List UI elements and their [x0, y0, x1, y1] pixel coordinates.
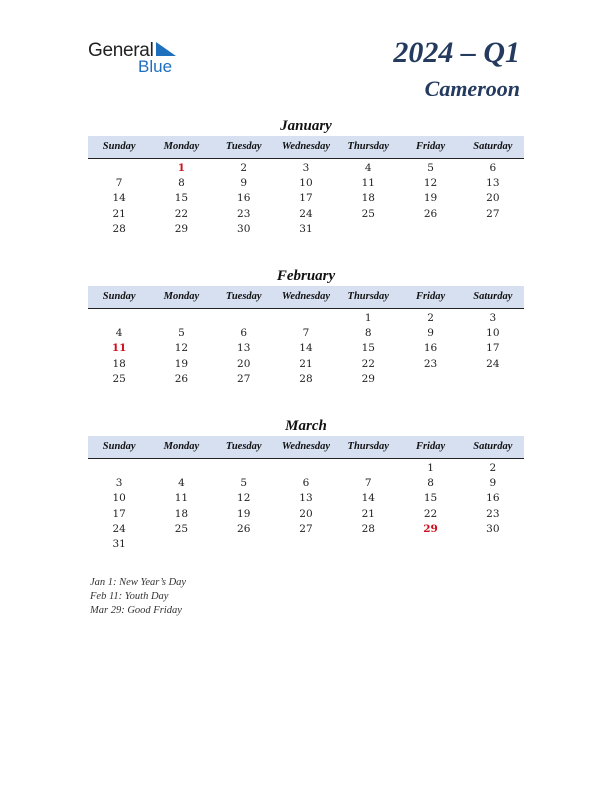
day-cell: 15 [423, 492, 438, 505]
weekday-label: Saturday [473, 441, 513, 452]
day-cell: 3 [302, 162, 310, 174]
weekday-label: Sunday [102, 141, 136, 152]
day-cell: 19 [237, 507, 251, 520]
day-cell: 4 [364, 162, 372, 174]
day-cell [213, 537, 275, 552]
weekday-label: Friday [415, 141, 446, 152]
day-cell [150, 461, 212, 476]
week-row [88, 326, 524, 341]
day-cell: 8 [427, 477, 434, 490]
day-cell: 23 [237, 207, 251, 220]
holiday-day-cell: 1 [177, 162, 186, 174]
country-name: Cameroon [424, 76, 520, 101]
day-cell: 9 [489, 477, 497, 490]
weekday-label: Wednesday [281, 141, 331, 152]
day-cell [275, 461, 337, 476]
day-cell [399, 537, 461, 552]
day-cell: 16 [237, 192, 251, 205]
day-cell: 14 [299, 342, 313, 355]
day-cell: 13 [299, 492, 313, 505]
day-cell: 5 [240, 477, 248, 490]
day-cell: 5 [427, 162, 434, 174]
day-cell: 22 [174, 207, 189, 220]
weekday-header [88, 286, 524, 309]
day-cell: 30 [237, 222, 251, 235]
week-row [88, 176, 524, 191]
weekday-label: Tuesday [225, 141, 262, 152]
week-row [88, 357, 524, 372]
week-row [88, 461, 524, 476]
day-cell: 26 [423, 207, 438, 220]
day-cell: 11 [361, 177, 375, 190]
day-cell: 20 [237, 357, 251, 370]
day-cell: 17 [112, 507, 126, 520]
day-cell: 22 [423, 507, 438, 520]
day-cell: 21 [299, 357, 313, 370]
day-cell: 9 [427, 327, 434, 340]
month-days [88, 159, 524, 237]
holiday-note: Jan 1: New Year’s Day [90, 577, 187, 588]
day-cell: 27 [486, 207, 500, 220]
weekday-label: Saturday [473, 291, 513, 302]
day-cell: 1 [427, 462, 434, 474]
day-cell: 23 [486, 507, 500, 520]
month-title: March [285, 418, 327, 434]
day-cell: 12 [174, 342, 189, 355]
day-cell: 25 [174, 522, 189, 535]
day-cell: 2 [240, 162, 248, 174]
week-row [88, 341, 524, 356]
day-cell: 29 [174, 222, 189, 235]
day-cell: 9 [240, 177, 248, 190]
day-cell: 15 [361, 342, 375, 355]
day-cell: 10 [486, 327, 500, 340]
day-cell: 18 [361, 192, 375, 205]
day-cell: 19 [174, 357, 189, 370]
week-row [88, 537, 524, 552]
weekday-label: Sunday [102, 291, 136, 302]
day-cell: 28 [361, 522, 375, 535]
week-row [88, 207, 524, 222]
day-cell: 8 [178, 177, 185, 190]
week-row [88, 222, 524, 237]
weekday-label: Saturday [473, 141, 513, 152]
day-cell [88, 461, 150, 476]
month-title: January [280, 118, 332, 134]
day-cell: 24 [486, 357, 500, 370]
day-cell: 27 [299, 522, 313, 535]
day-cell: 28 [112, 222, 126, 235]
page-title: 2024 – Q1 [393, 36, 520, 69]
day-cell: 24 [299, 207, 313, 220]
day-cell: 26 [174, 372, 189, 385]
day-cell [462, 372, 524, 387]
day-cell: 14 [112, 192, 126, 205]
day-cell: 27 [237, 372, 251, 385]
weekday-label: Sunday [102, 441, 136, 452]
holiday-notes [90, 576, 186, 618]
day-cell: 17 [486, 342, 500, 355]
day-cell: 15 [174, 192, 189, 205]
day-cell: 6 [489, 162, 497, 174]
day-cell: 22 [361, 357, 375, 370]
day-cell: 31 [112, 537, 126, 550]
day-cell: 12 [237, 492, 251, 505]
weekday-label: Monday [163, 141, 200, 152]
day-cell: 21 [361, 507, 375, 520]
week-row [88, 491, 524, 506]
weekday-label: Thursday [347, 291, 389, 302]
weekday-header [88, 136, 524, 159]
month-days [88, 459, 524, 552]
day-cell [399, 222, 461, 237]
day-cell: 29 [361, 372, 375, 385]
weekday-label: Tuesday [225, 291, 262, 302]
day-cell: 20 [486, 192, 500, 205]
day-cell: 23 [423, 357, 438, 370]
day-cell: 16 [423, 342, 438, 355]
day-cell: 25 [361, 207, 375, 220]
week-row [88, 161, 524, 176]
week-row [88, 372, 524, 387]
weekday-label: Friday [415, 441, 446, 452]
day-cell [275, 537, 337, 552]
day-cell [337, 222, 399, 237]
weekday-label: Wednesday [281, 291, 331, 302]
week-row [88, 191, 524, 206]
day-cell: 13 [486, 177, 500, 190]
day-cell: 31 [299, 222, 313, 235]
weekday-label: Thursday [347, 141, 389, 152]
day-cell: 19 [423, 192, 438, 205]
day-cell: 12 [423, 177, 438, 190]
logo-text-blue: Blue [138, 57, 173, 76]
day-cell: 10 [112, 492, 126, 505]
holiday-day-cell: 11 [111, 342, 127, 355]
weekday-label: Wednesday [281, 441, 331, 452]
day-cell: 2 [427, 312, 434, 324]
day-cell: 21 [112, 207, 126, 220]
day-cell: 13 [237, 342, 251, 355]
day-cell: 10 [299, 177, 313, 190]
day-cell: 14 [361, 492, 375, 505]
day-cell: 30 [486, 522, 500, 535]
weekday-header [88, 436, 524, 459]
logo-text-general: General [88, 40, 154, 61]
day-cell: 28 [299, 372, 313, 385]
day-cell: 4 [115, 327, 123, 340]
day-cell: 3 [489, 312, 497, 324]
day-cell: 18 [112, 357, 126, 370]
day-cell [462, 537, 524, 552]
day-cell [275, 311, 337, 326]
weekday-label: Friday [415, 291, 446, 302]
day-cell [213, 311, 275, 326]
weekday-label: Thursday [347, 441, 389, 452]
month-february [88, 266, 524, 387]
day-cell: 7 [115, 177, 123, 190]
weekday-label: Tuesday [225, 441, 262, 452]
day-cell: 18 [174, 507, 189, 520]
day-cell [88, 161, 150, 176]
week-row [88, 476, 524, 491]
holiday-day-cell: 29 [423, 522, 438, 535]
day-cell [150, 537, 212, 552]
day-cell: 20 [299, 507, 313, 520]
day-cell: 5 [178, 327, 185, 340]
day-cell [213, 461, 275, 476]
day-cell [337, 461, 399, 476]
weekday-label: Monday [163, 441, 200, 452]
month-days [88, 309, 524, 387]
day-cell: 8 [364, 327, 372, 340]
day-cell: 7 [364, 477, 372, 490]
holiday-note: Mar 29: Good Friday [90, 605, 182, 616]
day-cell: 4 [178, 477, 185, 490]
day-cell: 25 [112, 372, 126, 385]
day-cell: 7 [302, 327, 310, 340]
logo [88, 40, 188, 76]
month-title: February [276, 268, 336, 284]
week-row [88, 507, 524, 522]
logo-flag-icon [156, 42, 176, 58]
day-cell: 6 [302, 477, 310, 490]
day-cell: 6 [240, 327, 248, 340]
month-january [88, 116, 524, 237]
day-cell: 2 [489, 462, 497, 474]
day-cell [150, 311, 212, 326]
month-march [88, 416, 524, 552]
day-cell: 24 [112, 522, 126, 535]
day-cell: 1 [364, 312, 372, 324]
day-cell: 11 [174, 492, 189, 505]
weekday-label: Monday [163, 291, 200, 302]
day-cell: 26 [237, 522, 251, 535]
holiday-note: Feb 11: Youth Day [90, 591, 169, 602]
week-row [88, 522, 524, 537]
day-cell: 16 [486, 492, 500, 505]
day-cell: 17 [299, 192, 313, 205]
day-cell [462, 222, 524, 237]
day-cell [88, 311, 150, 326]
day-cell [399, 372, 461, 387]
day-cell: 3 [115, 477, 123, 490]
day-cell [337, 537, 399, 552]
week-row [88, 311, 524, 326]
